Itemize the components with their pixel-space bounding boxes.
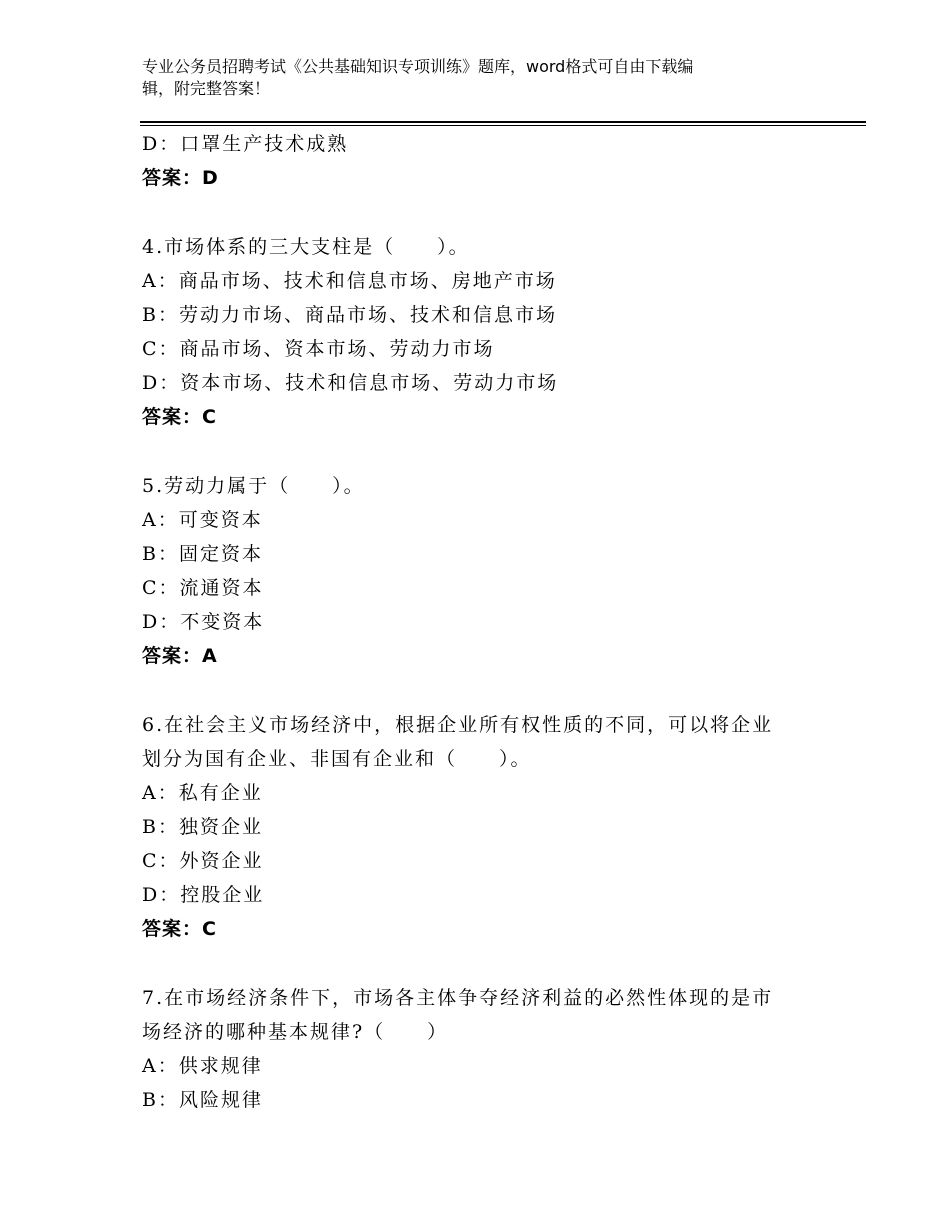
question-stem: 4.市场体系的三大支柱是（ ）。	[142, 236, 470, 258]
question-5	[142, 469, 842, 673]
question-4	[142, 230, 842, 434]
question-stem-line-2: 划分为国有企业、非国有企业和（ ）。	[142, 748, 532, 770]
option-b: B：风险规律	[142, 1089, 263, 1111]
option-c: C：商品市场、资本市场、劳动力市场	[142, 338, 495, 360]
header-line-1: 专业公务员招聘考试《公共基础知识专项训练》题库，word格式可自由下载编	[142, 57, 694, 76]
question-7	[142, 981, 842, 1117]
question-stem: 5.劳动力属于（ ）。	[142, 475, 365, 497]
option-c: C：流通资本	[142, 577, 264, 599]
question-stem-line-1: 7.在市场经济条件下，市场各主体争夺经济利益的必然性体现的是市	[142, 987, 774, 1009]
option-d: D：口罩生产技术成熟	[142, 133, 349, 155]
option-a: A：私有企业	[142, 782, 263, 804]
spacer	[142, 946, 842, 981]
option-b: B：固定资本	[142, 543, 263, 565]
answer: 答案：C	[142, 406, 217, 428]
question-stem-line-2: 场经济的哪种基本规律?（ ）	[142, 1021, 449, 1043]
question-3-tail	[142, 127, 842, 195]
option-a: A：供求规律	[142, 1055, 263, 1077]
header-rule-thick	[140, 121, 866, 123]
option-c: C：外资企业	[142, 850, 264, 872]
spacer	[142, 195, 842, 230]
header-line-2: 辑，附完整答案！	[142, 79, 271, 98]
question-list	[142, 127, 842, 1117]
answer: 答案：A	[142, 645, 218, 667]
option-b: B：独资企业	[142, 816, 263, 838]
option-a: A：可变资本	[142, 509, 263, 531]
option-d: D：不变资本	[142, 611, 265, 633]
page-header	[142, 56, 802, 100]
option-d: D：资本市场、技术和信息市场、劳动力市场	[142, 372, 559, 394]
question-6	[142, 708, 842, 946]
option-d: D：控股企业	[142, 884, 265, 906]
answer: 答案：C	[142, 918, 217, 940]
header-rule-thin	[140, 125, 866, 126]
option-b: B：劳动力市场、商品市场、技术和信息市场	[142, 304, 557, 326]
answer: 答案：D	[142, 167, 219, 189]
question-stem-line-1: 6.在社会主义市场经济中，根据企业所有权性质的不同，可以将企业	[142, 714, 774, 736]
spacer	[142, 673, 842, 708]
spacer	[142, 434, 842, 469]
option-a: A：商品市场、技术和信息市场、房地产市场	[142, 270, 557, 292]
